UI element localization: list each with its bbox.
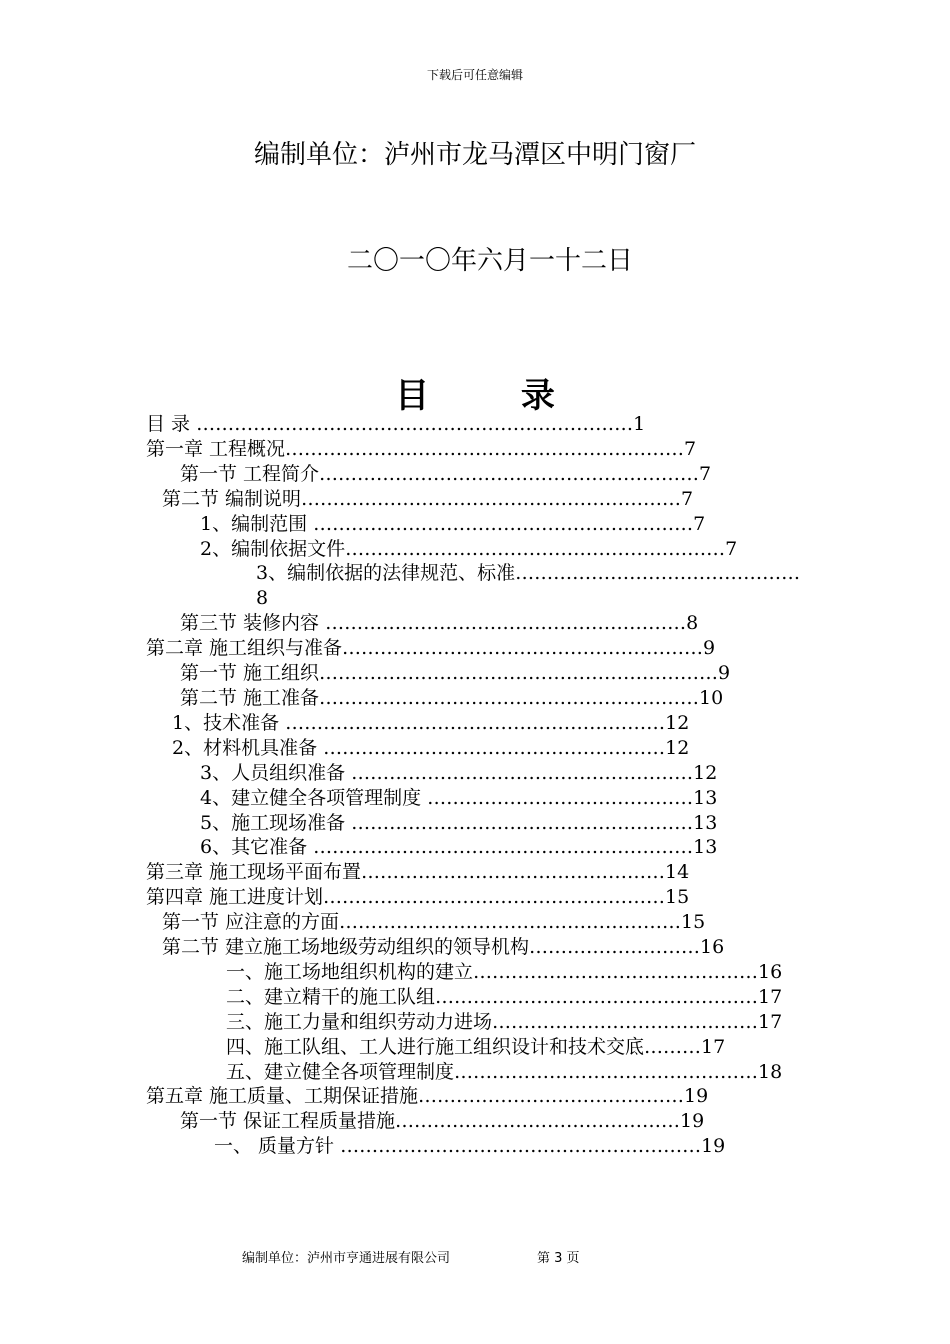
toc-entry: 2、编制依据文件……………………………………………………7 bbox=[200, 537, 738, 560]
toc-entry: 三、施工力量和组织劳动力进场……………………………………17 bbox=[226, 1010, 783, 1033]
toc-entry: 3、编制依据的法律规范、标准………………………………………8 bbox=[256, 562, 801, 610]
toc-entry: 二、建立精干的施工队组……………………………………………17 bbox=[226, 985, 783, 1008]
toc-entry: 第三章 施工现场平面布置…………………………………………14 bbox=[146, 861, 690, 884]
toc-title: 目 录 bbox=[395, 376, 595, 416]
toc-entry: 第二节 施工准备……………………………………………………10 bbox=[180, 686, 724, 709]
toc-entry: 第一章 工程概况………………………………………………………7 bbox=[146, 437, 697, 460]
toc-entry: 第五章 施工质量、工期保证措施……………………………………19 bbox=[146, 1085, 709, 1108]
document-date: 二〇一〇年六月一十二日 bbox=[346, 246, 633, 276]
toc-entry: 4、建立健全各项管理制度 ……………………………………13 bbox=[200, 786, 718, 809]
toc-entry: 3、人员组织准备 ………………………………………………12 bbox=[200, 761, 718, 784]
toc-entry: 目 录 ……………………………………………………………1 bbox=[146, 413, 646, 435]
toc-entry: 1、编制范围 ……………………………………………………7 bbox=[200, 512, 706, 535]
table-of-contents bbox=[146, 412, 806, 1159]
toc-entry: 6、其它准备 ……………………………………………………13 bbox=[200, 836, 718, 859]
toc-entry: 一、 质量方针 …………………………………………………19 bbox=[214, 1135, 726, 1158]
page-number: 第 3 页 bbox=[537, 1251, 580, 1266]
toc-entry: 2、材料机具准备 ………………………………………………12 bbox=[172, 736, 690, 759]
toc-entry: 第二章 施工组织与准备…………………………………………………9 bbox=[146, 637, 716, 660]
toc-entry: 第一节 工程简介……………………………………………………7 bbox=[180, 462, 712, 485]
toc-entry: 一、施工场地组织机构的建立………………………………………16 bbox=[226, 960, 783, 983]
toc-entry: 第一节 施工组织………………………………………………………9 bbox=[180, 662, 731, 685]
compiling-unit: 编制单位：泸州市龙马潭区中明门窗厂 bbox=[253, 140, 696, 170]
toc-entry: 第四章 施工进度计划………………………………………………15 bbox=[146, 886, 690, 909]
toc-entry: 五、建立健全各项管理制度…………………………………………18 bbox=[226, 1060, 783, 1083]
toc-entry: 第二节 建立施工场地级劳动组织的领导机构………………………16 bbox=[162, 936, 725, 959]
toc-entry: 5、施工现场准备 ………………………………………………13 bbox=[200, 811, 718, 834]
toc-entry: 第一节 保证工程质量措施………………………………………19 bbox=[180, 1110, 705, 1133]
toc-entry: 第二节 编制说明……………………………………………………7 bbox=[162, 487, 694, 510]
footer-unit: 编制单位：泸州市亨通进展有限公司 bbox=[242, 1251, 451, 1266]
toc-entry: 第三节 装修内容 …………………………………………………8 bbox=[180, 612, 699, 635]
header-note: 下载后可任意编辑 bbox=[426, 68, 523, 82]
toc-entry: 第一节 应注意的方面………………………………………………15 bbox=[162, 911, 706, 934]
toc-entry: 四、施工队组、工人进行施工组织设计和技术交底………17 bbox=[226, 1035, 726, 1058]
toc-entry: 1、技术准备 ……………………………………………………12 bbox=[172, 711, 690, 734]
